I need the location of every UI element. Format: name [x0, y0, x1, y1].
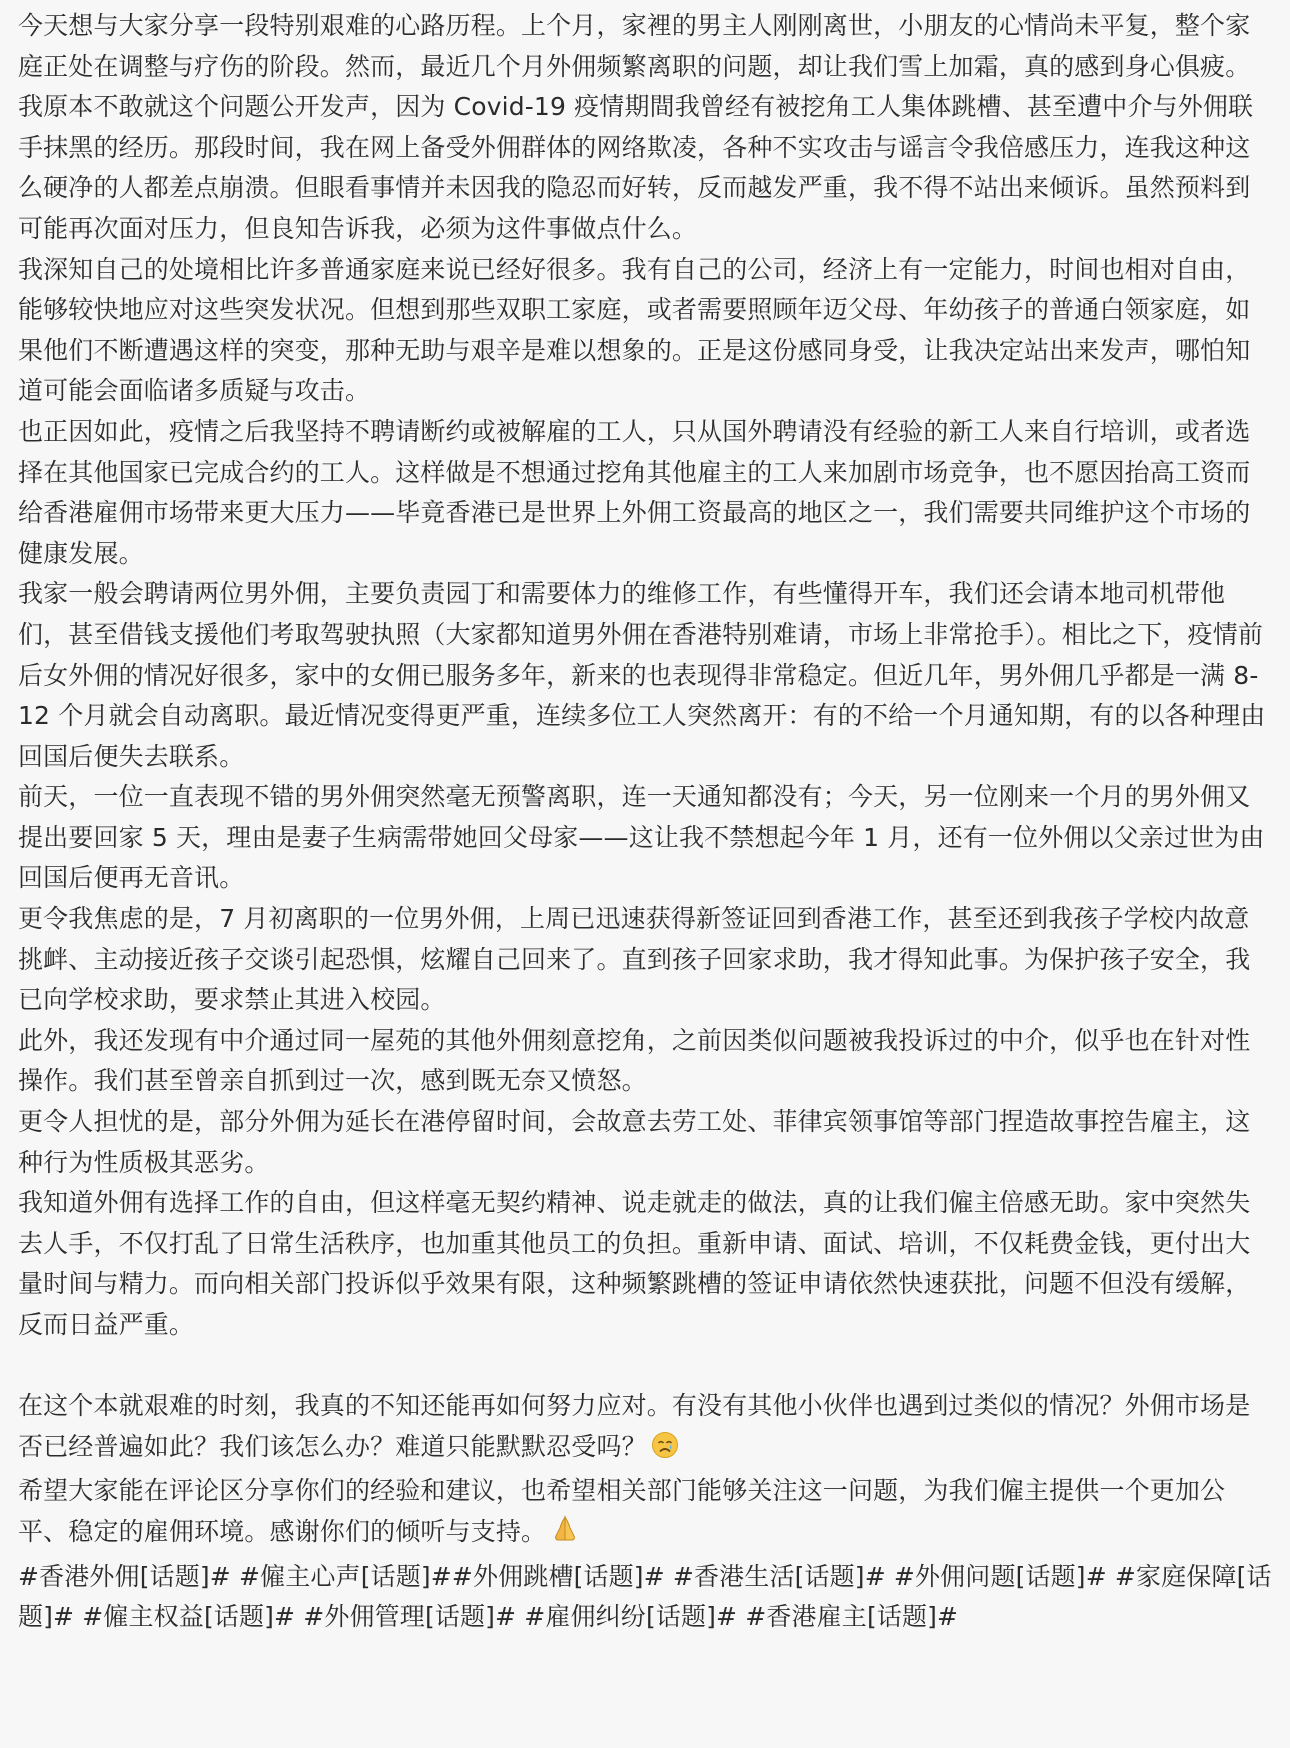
post-paragraph-5: 我家一般会聘请两位男外佣，主要负责园丁和需要体力的维修工作，有些懂得开车，我们还会请本地司机带他们，甚至借钱支援他们考取驾驶执照（大家都知道男外佣在香港特别难请，市场上非常抢手）。相比之下，疫情前后女外佣的情况好很多，家中的女佣已服务多年，新来的也表现得非常稳定。但近几年，男外佣几乎都是一满 8-12 个月就会自动离职。最近情况变得更严重，连续多位工人突然离开：有的不给一个月通知期，有的以各种理由回国后便失去联系。 [18, 579, 1266, 771]
folded-hands-icon [550, 1514, 580, 1557]
post-paragraph-8: 此外，我还发现有中介通过同一屋苑的其他外佣刻意挖角，之前因类似问题被我投诉过的中介，似乎也在针对性操作。我们甚至曾亲自抓到过一次，感到既无奈又愤怒。 [18, 1025, 1251, 1096]
post-paragraph-3: 我深知自己的处境相比许多普通家庭来说已经好很多。我有自己的公司，经济上有一定能力，时间也相对自由，能够较快地应对这些突发状况。但想到那些双职工家庭，或者需要照顾年迈父母、年幼孩子的普通白领家庭，如果他们不断遭遇这样的突变，那种无助与艰辛是难以想象的。正是这份感同身受，让我决定站出来发声，哪怕知道可能会面临诸多质疑与攻击。 [18, 254, 1251, 406]
closing-question-text: 在这个本就艰难的时刻，我真的不知还能再如何努力应对。有没有其他小伙伴也遇到过类似的情况？外佣市场是否已经普遍如此？我们该怎么办？难道只能默默忍受吗？ [18, 1391, 1251, 1461]
crying-face-icon [651, 1431, 679, 1472]
closing-question [18, 1386, 1274, 1471]
post-paragraph-4: 也正因如此，疫情之后我坚持不聘请断约或被解雇的工人，只从国外聘请没有经验的新工人来自行培训，或者选择在其他国家已完成合约的工人。这样做是不想通过挖角其他雇主的工人来加剧市场竞争，也不愿因抬高工资而给香港雇佣市场带来更大压力——毕竟香港已是世界上外佣工资最高的地区之一，我们需要共同维护这个市场的健康发展。 [18, 416, 1251, 568]
post-paragraph-6: 前天，一位一直表现不错的男外佣突然毫无预警离职，连一天通知都没有；今天，另一位刚来一个月的男外佣又提出要回家 5 天，理由是妻子生病需带她回父母家——这让我不禁想起今年 1 月，还有一位外佣以父亲过世为由回国后便再无音讯。 [18, 782, 1265, 893]
post-paragraph-2: 我原本不敢就这个问题公开发声，因为 Covid-19 疫情期間我曾经有被挖角工人集体跳槽、甚至遭中介与外佣联手抹黑的经历。那段时间，我在网上备受外佣群体的网络欺凌，各种不实攻击与谣言令我倍感压力，连我这种这么硬净的人都差点崩溃。但眼看事情并未因我的隐忍而好转，反而越发严重，我不得不站出来倾诉。虽然预料到可能再次面对压力，但良知告诉我，必须为这件事做点什么。 [18, 92, 1254, 243]
paragraph-spacer [18, 1346, 1274, 1387]
post-paragraph-1: 今天想与大家分享一段特别艰难的心路历程。上个月，家裡的男主人刚刚离世，小朋友的心情尚未平复，整个家庭正处在调整与疗伤的阶段。然而，最近几个月外佣频繁离职的问题，却让我们雪上加霜，真的感到身心俱疲。 [18, 11, 1251, 81]
closing-hope [18, 1471, 1274, 1556]
hashtag-list[interactable]: #香港外佣[话题]# #僱主心声[话题]##外佣跳槽[话题]# #香港生活[话题]# #外佣问题[话题]# #家庭保障[话题]# #僱主权益[话题]# #外佣管理[话题]# #雇佣纠纷[话题]# #香港雇主[话题]# [18, 1561, 1272, 1632]
post-paragraph-9: 更令人担忧的是，部分外佣为延长在港停留时间，会故意去劳工处、菲律宾领事馆等部门捏造故事控告雇主，这种行为性质极其恶劣。 [18, 1107, 1251, 1177]
closing-hope-text: 希望大家能在评论区分享你们的经验和建议，也希望相关部门能够关注这一问题，为我们僱主提供一个更加公平、稳定的雇佣环境。感谢你们的倾听与支持。 [18, 1476, 1226, 1546]
post-paragraph-7: 更令我焦虑的是，7 月初离职的一位男外佣，上周已迅速获得新签证回到香港工作，甚至还到我孩子学校内故意挑衅、主动接近孩子交谈引起恐惧，炫耀自己回来了。直到孩子回家求助，我才得知此事。为保护孩子安全，我已向学校求助，要求禁止其进入校园。 [18, 904, 1251, 1015]
post-body [18, 6, 1274, 1638]
post-paragraph-10: 我知道外佣有选择工作的自由，但这样毫无契约精神、说走就走的做法，真的让我们僱主倍感无助。家中突然失去人手，不仅打乱了日常生活秩序，也加重其他员工的负担。重新申请、面试、培训，不仅耗费金钱，更付出大量时间与精力。而向相关部门投诉似乎效果有限，这种频繁跳槽的签证申请依然快速获批，问题不但没有缓解，反而日益严重。 [18, 1188, 1251, 1339]
